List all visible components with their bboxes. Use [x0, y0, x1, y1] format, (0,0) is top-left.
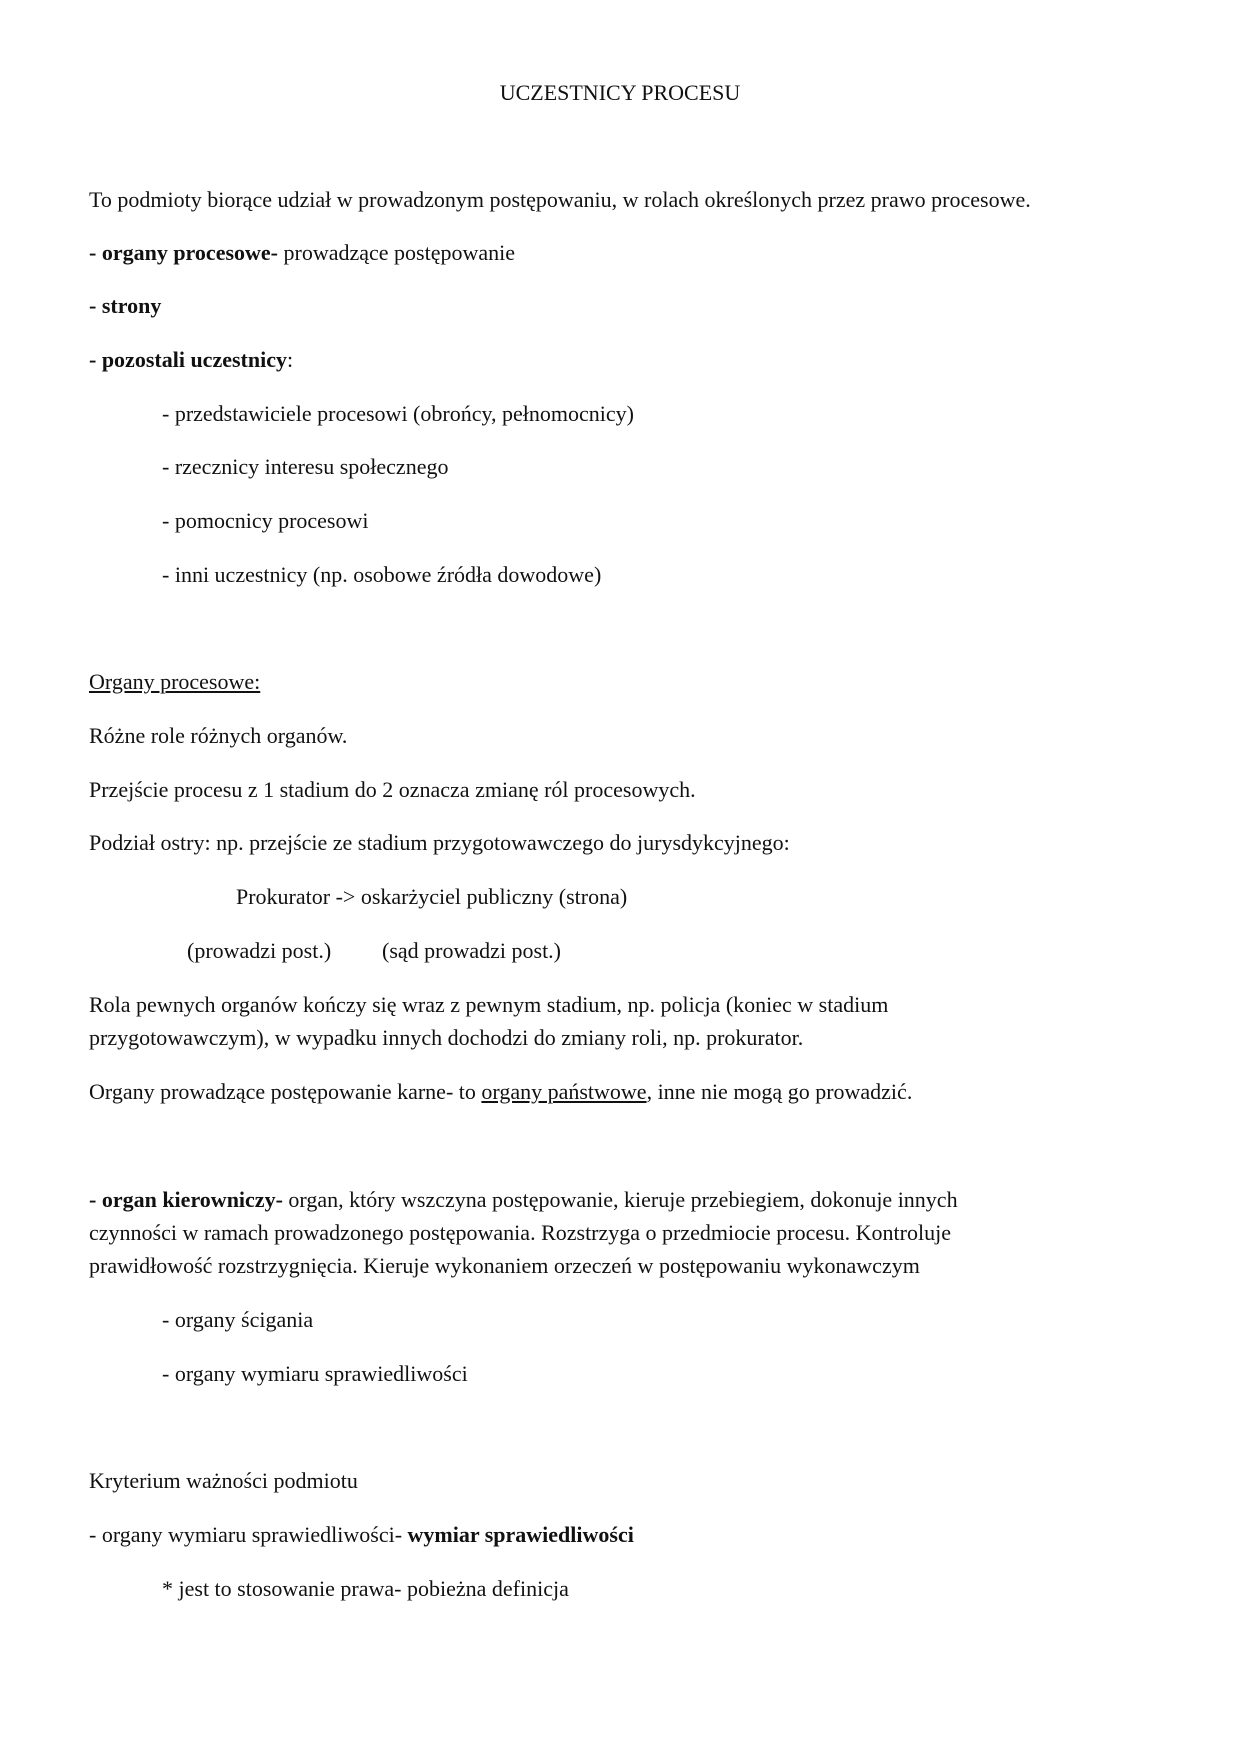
sublist-item: - organy wymiaru sprawiedliwości [162, 1361, 468, 1386]
sublist-item: - rzecznicy interesu społecznego [162, 454, 449, 479]
term-bold: - organ kierowniczy- [89, 1187, 283, 1212]
list-item-bold: - pozostali uczestnicy [89, 347, 287, 372]
paragraph-line: Rola pewnych organów kończy się wraz z pewnym stadium, np. policja (koniec w stadium [89, 992, 889, 1017]
list-item-pozostali [89, 343, 293, 377]
sublist-item: - przedstawiciele procesowi (obrońcy, pełnomocnicy) [162, 401, 635, 426]
paragraph: Przejście procesu z 1 stadium do 2 oznacza zmianę ról procesowych. [89, 777, 696, 802]
document-title: UCZESTNICY PROCESU [499, 80, 741, 105]
text-run: - organy wymiaru sprawiedliwości- [89, 1522, 403, 1547]
justice-line [89, 1518, 634, 1552]
sublist-item: - organy ścigania [162, 1307, 314, 1332]
paragraph: Podział ostry: np. przejście ze stadium przygotowawczego do jurysdykcyjnego: [89, 830, 790, 855]
intro-paragraph: To podmioty biorące udział w prowadzonym postępowaniu, w rolach określonych przez prawo procesowe. [89, 187, 1031, 212]
paragraph: Różne role różnych organów. [89, 723, 348, 748]
text-run: Organy prowadzące postępowanie karne- to [89, 1079, 482, 1104]
state-organs-paragraph [89, 1075, 912, 1109]
paragraph-line: czynności w ramach prowadzonego postępowania. Rozstrzyga o przedmiocie procesu. Kontroluje [89, 1220, 951, 1245]
section-heading-text: Organy procesowe: [89, 669, 261, 694]
sublist-item: - inni uczestnicy (np. osobowe źródła dowodowe) [162, 562, 602, 587]
list-item-text: : [286, 347, 294, 372]
list-item-strony [89, 289, 161, 323]
paragraph-line: przygotowawczym), w wypadku innych dochodzi do zmiany roli, np. prokurator. [89, 1025, 804, 1050]
list-item-bold: - strony [89, 293, 162, 318]
prosecutor-note-left: (prowadzi post.) [187, 938, 332, 963]
paragraph-line: prawidłowość rozstrzygnięcia. Kieruje wykonaniem orzeczeń w postępowaniu wykonawczym [89, 1253, 920, 1278]
prosecutor-line: Prokurator -> oskarżyciel publiczny (strona) [236, 884, 628, 909]
underlined-term: organy państwowe [481, 1079, 647, 1104]
definition-line: * jest to stosowanie prawa- pobieżna definicja [162, 1576, 569, 1601]
paragraph: Kryterium ważności podmiotu [89, 1468, 358, 1493]
text-run: , inne nie mogą go prowadzić. [646, 1079, 913, 1104]
list-item-organy-procesowe [89, 236, 515, 270]
directing-organ-line [89, 1183, 958, 1217]
term-bold: wymiar sprawiedliwości [402, 1522, 634, 1547]
list-item-text: prowadzące postępowanie [278, 240, 516, 265]
sublist-item: - pomocnicy procesowi [162, 508, 369, 533]
section-heading-organy [89, 665, 260, 699]
prosecutor-note-right: (sąd prowadzi post.) [382, 938, 562, 963]
list-item-bold: - organy procesowe- [89, 240, 278, 265]
text-run: organ, który wszczyna postępowanie, kieruje przebiegiem, dokonuje innych [282, 1187, 958, 1212]
